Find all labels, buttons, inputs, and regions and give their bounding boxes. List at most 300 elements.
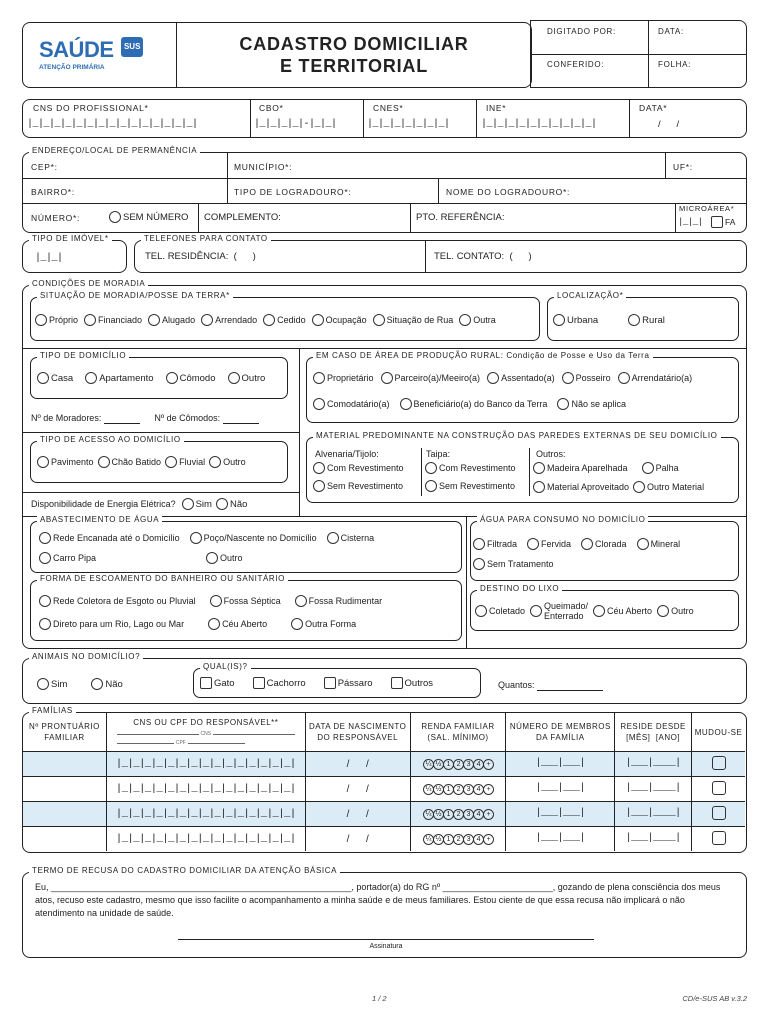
situacao-moradia-group (30, 291, 540, 341)
assinatura-label: Assinatura (369, 943, 403, 950)
radio-button[interactable] (190, 532, 202, 544)
moradia-localizacao-options-options (553, 314, 665, 326)
radio-button[interactable] (216, 498, 228, 510)
tipo-imovel-legend: TIPO DE IMÓVEL* (29, 234, 112, 244)
alvenaria-label: Alvenaria/Tijolo: (315, 449, 379, 459)
option-sim[interactable] (182, 498, 212, 510)
option-carro-pipa[interactable] (39, 552, 96, 564)
radio-button[interactable] (473, 538, 485, 550)
prontuario-cell[interactable] (23, 827, 106, 852)
option-cedido[interactable] (263, 314, 306, 326)
radio-button[interactable] (628, 314, 640, 326)
cep-field[interactable]: CEP*: (31, 162, 58, 172)
membros-cell[interactable]: |___|___| (506, 777, 615, 802)
radio-button[interactable] (37, 678, 49, 690)
renda-option[interactable]: 4 (473, 834, 484, 845)
checkbox[interactable] (200, 677, 212, 689)
mudou-se-checkbox[interactable] (712, 756, 726, 770)
cnes-input[interactable]: |_|_|_|_|_|_|_| (367, 119, 450, 130)
abastecimento-agua-legend: ABASTECIMENTO DE ÁGUA (37, 515, 162, 525)
option-label: Sem Tratamento (487, 559, 554, 569)
radio-button[interactable] (459, 314, 471, 326)
mudou-se-cell[interactable] (692, 752, 745, 777)
radio-button[interactable] (210, 595, 222, 607)
renda-option[interactable]: 3 (463, 759, 474, 770)
prontuario-cell[interactable] (23, 802, 106, 827)
cns-cpf-cell[interactable]: |_|_|_|_|_|_|_|_|_|_|_|_|_|_|_| (106, 752, 305, 777)
option-outro-material[interactable] (633, 481, 704, 493)
familias-legend: FAMÍLIAS (29, 706, 76, 716)
renda-option[interactable]: 1 (443, 809, 454, 820)
moradores-input[interactable] (104, 414, 140, 424)
quantos-label: Quantos: (498, 680, 535, 690)
option-label: Beneficiário(a) do Banco da Terra (413, 399, 548, 409)
reside-desde-cell[interactable]: |___|____| (615, 752, 692, 777)
option-label: Comodatário(a) (327, 399, 390, 409)
option-parceiro-a-meeiro-a[interactable] (381, 372, 481, 384)
moradia-material-outros-row1-options (533, 462, 679, 474)
taipa-label: Taipa: (426, 449, 451, 459)
option-fa[interactable] (711, 216, 735, 228)
option-fluvial[interactable] (165, 456, 205, 468)
header-membros: NÚMERO DE MEMBROS DA FAMÍLIA (506, 713, 615, 752)
membros-cell[interactable]: |___|___| (506, 827, 615, 852)
option-label: SEM NÚMERO (123, 211, 189, 223)
reside-desde-cell[interactable]: |___|____| (615, 802, 692, 827)
radio-button[interactable] (657, 605, 669, 617)
option-fervida[interactable] (527, 538, 571, 550)
data-nascimento-cell[interactable]: / / (305, 777, 410, 802)
material-paredes-legend: MATERIAL PREDOMINANTE NA CONSTRUÇÃO DAS PAREDES EXTERNAS DE SEU DOMICÍLIO (313, 431, 721, 441)
moradia-lixo-options-options (475, 601, 694, 621)
option-situacao-de-rua[interactable] (373, 314, 454, 326)
header-data-nascimento: DATA DE NASCIMENTO DO RESPONSÁVEL (305, 713, 410, 752)
radio-button[interactable] (487, 372, 499, 384)
data-profissional-input[interactable]: / / (658, 119, 680, 130)
radio-button[interactable] (562, 372, 574, 384)
animais-legend: ANIMAIS NO DOMICÍLIO? (29, 652, 143, 662)
data-nascimento-cell[interactable]: / / (305, 802, 410, 827)
termo-recusa-legend: TERMO DE RECUSA DO CADASTRO DOMICILIAR DA ATENÇÃO BÁSICA (29, 866, 340, 876)
uf-field[interactable]: UF*: (673, 162, 693, 172)
radio-button[interactable] (148, 314, 160, 326)
radio-button[interactable] (327, 532, 339, 544)
mudou-se-cell[interactable] (692, 802, 745, 827)
option-outro[interactable] (228, 372, 266, 384)
radio-button[interactable] (39, 552, 51, 564)
renda-option[interactable]: 4 (473, 759, 484, 770)
moradia-situacao-options-options (35, 314, 496, 326)
option-outro[interactable] (657, 605, 694, 617)
option-ceu-aberto[interactable] (593, 605, 652, 617)
radio-button[interactable] (37, 372, 49, 384)
option-fossa-septica[interactable] (210, 595, 281, 607)
option-pavimento[interactable] (37, 456, 94, 468)
referencia-field[interactable]: PTO. REFERÊNCIA: (416, 212, 505, 223)
radio-button[interactable] (37, 456, 49, 468)
option-material-aproveitado[interactable] (533, 481, 629, 493)
option-ceu-aberto[interactable] (208, 618, 267, 630)
renda-option[interactable]: + (483, 809, 494, 820)
checkbox[interactable] (391, 677, 403, 689)
radio-button[interactable] (313, 372, 325, 384)
comodos-input[interactable] (223, 414, 259, 424)
radio-button[interactable] (533, 462, 545, 474)
checkbox[interactable] (253, 677, 265, 689)
termo-recusa-section (22, 866, 747, 958)
renda-option[interactable]: ½ (433, 784, 444, 795)
data-nascimento-cell[interactable]: / / (305, 827, 410, 852)
table-row (23, 802, 745, 827)
option-label: Sem Revestimento (327, 481, 404, 491)
radio-button[interactable] (313, 480, 325, 492)
radio-button[interactable] (530, 605, 542, 617)
reside-desde-cell[interactable]: |___|____| (615, 777, 692, 802)
option-nao[interactable] (91, 678, 122, 690)
producao-rural-legend: EM CASO DE ÁREA DE PRODUÇÃO RURAL: Condição de Posse e Uso da Terra (313, 351, 653, 361)
moradia-rural-row1-options (313, 372, 692, 384)
folha-label: FOLHA: (658, 60, 692, 69)
cbo-input[interactable]: |_|_|_|_|-|_|_| (254, 119, 337, 130)
option-label: Outro (241, 372, 266, 384)
option-comodatario-a[interactable] (313, 398, 390, 410)
tel-contato-field[interactable]: TEL. CONTATO: ( ) (434, 251, 532, 262)
radio-button[interactable] (581, 538, 593, 550)
radio-button[interactable] (39, 595, 51, 607)
option-rural[interactable] (628, 314, 665, 326)
control-box (530, 20, 747, 88)
renda-option[interactable]: ½ (433, 759, 444, 770)
option-gato[interactable] (200, 677, 235, 689)
option-cachorro[interactable] (253, 677, 306, 689)
option-assentado-a[interactable] (487, 372, 555, 384)
material-paredes-group (306, 431, 739, 503)
cbo-label: CBO* (259, 103, 284, 113)
radio-button[interactable] (166, 372, 178, 384)
option-label: Rede Coletora de Esgoto ou Pluvial (53, 596, 196, 606)
renda-cell[interactable] (410, 777, 506, 802)
radio-button[interactable] (373, 314, 385, 326)
renda-option[interactable]: 3 (463, 834, 474, 845)
animais-options-options (37, 678, 123, 690)
renda-option[interactable]: 3 (463, 784, 474, 795)
logo (39, 37, 169, 72)
telefones-section (134, 234, 747, 273)
tipo-imovel-input[interactable]: |_|_| (35, 253, 63, 264)
option-com-revestimento[interactable] (313, 462, 404, 474)
cns-profissional-input[interactable]: |_|_|_|_|_|_|_|_|_|_|_|_|_|_|_| (27, 119, 198, 130)
option-sim[interactable] (37, 678, 67, 690)
option-ocupacao[interactable] (312, 314, 367, 326)
microarea-input[interactable]: |_|_| (678, 217, 703, 227)
option-financiado[interactable] (84, 314, 142, 326)
cnes-label: CNES* (373, 103, 404, 113)
option-label: Outro (220, 553, 243, 563)
radio-button[interactable] (91, 678, 103, 690)
radio-button[interactable] (291, 618, 303, 630)
renda-option[interactable]: ½ (433, 834, 444, 845)
option-label: Posseiro (575, 373, 611, 383)
radio-button[interactable] (85, 372, 97, 384)
option-posseiro[interactable] (562, 372, 611, 384)
option-arrendatario-a[interactable] (618, 372, 693, 384)
abastecimento-agua-group (30, 515, 462, 573)
renda-option[interactable]: 1 (443, 784, 454, 795)
mudou-se-cell[interactable] (692, 777, 745, 802)
microarea-label: MICROÁREA* (679, 204, 735, 213)
radio-button[interactable] (228, 372, 240, 384)
destino-lixo-group (470, 584, 739, 631)
option-label: Outra (473, 315, 496, 325)
option-label: Madeira Aparelhada (547, 463, 628, 473)
radio-button[interactable] (182, 498, 194, 510)
option-nao-se-aplica[interactable] (557, 398, 626, 410)
complemento-field[interactable]: COMPLEMENTO: (204, 212, 281, 223)
renda-option[interactable]: ¼ (423, 759, 434, 770)
cns-cpf-cell[interactable]: |_|_|_|_|_|_|_|_|_|_|_|_|_|_|_| (106, 827, 305, 852)
radio-button[interactable] (425, 480, 437, 492)
option-clorada[interactable] (581, 538, 627, 550)
option-sem-numero[interactable] (109, 211, 188, 223)
renda-option[interactable]: 1 (443, 759, 454, 770)
option-casa[interactable] (37, 372, 73, 384)
renda-option[interactable]: 2 (453, 784, 464, 795)
option-coletado[interactable] (475, 605, 525, 617)
membros-cell[interactable]: |___|___| (506, 752, 615, 777)
option-chao-batido[interactable] (98, 456, 162, 468)
option-passaro[interactable] (324, 677, 373, 689)
renda-option[interactable]: ½ (433, 809, 444, 820)
radio-button[interactable] (39, 618, 51, 630)
radio-button[interactable] (35, 314, 47, 326)
option-outro[interactable] (206, 552, 243, 564)
radio-button[interactable] (557, 398, 569, 410)
ine-input[interactable]: |_|_|_|_|_|_|_|_|_|_| (481, 119, 597, 130)
mudou-se-checkbox[interactable] (712, 806, 726, 820)
moradia-material-taipa-options-options (425, 462, 516, 492)
reside-desde-cell[interactable]: |___|____| (615, 827, 692, 852)
option-urbana[interactable] (553, 314, 598, 326)
radio-button[interactable] (642, 462, 654, 474)
radio-button[interactable] (527, 538, 539, 550)
radio-button[interactable] (98, 456, 110, 468)
radio-button[interactable] (313, 398, 325, 410)
data-nascimento-cell[interactable]: / / (305, 752, 410, 777)
option-rede-coletora-de-esgoto-ou-pluvial[interactable] (39, 595, 196, 607)
option-comodo[interactable] (166, 372, 216, 384)
radio-button[interactable] (633, 481, 645, 493)
option-apartamento[interactable] (85, 372, 153, 384)
option-label: Urbana (567, 314, 599, 326)
radio-button[interactable] (533, 481, 545, 493)
nome-logradouro-field[interactable]: NOME DO LOGRADOURO*: (446, 187, 571, 197)
option-rede-encanada-ate-o-domicilio[interactable] (39, 532, 180, 544)
prontuario-cell[interactable] (23, 752, 106, 777)
option-label: Parceiro(a)/Meeiro(a) (394, 373, 481, 383)
destino-lixo-legend: DESTINO DO LIXO (477, 584, 562, 594)
option-label: Não (229, 498, 248, 510)
radio-button[interactable] (475, 605, 487, 617)
municipio-field[interactable]: MUNICÍPIO*: (234, 162, 293, 172)
renda-option[interactable]: 1 (443, 834, 454, 845)
option-label: Com Revestimento (439, 463, 516, 473)
renda-option[interactable]: ¼ (423, 809, 434, 820)
data-profissional-label: DATA* (639, 103, 668, 113)
renda-option[interactable]: ¼ (423, 834, 434, 845)
option-palha[interactable] (642, 462, 679, 474)
radio-button[interactable] (312, 314, 324, 326)
option-poco-nascente-no-domicilio[interactable] (190, 532, 317, 544)
moradia-escoamento-row2-options (39, 618, 356, 630)
radio-button[interactable] (637, 538, 649, 550)
radio-button[interactable] (263, 314, 275, 326)
moradia-abastecimento-row1-options (39, 532, 374, 544)
option-queimado-enterrado[interactable] (530, 601, 588, 621)
option-filtrada[interactable] (473, 538, 517, 550)
option-label: Cisterna (340, 533, 375, 543)
bairro-field[interactable]: BAIRRO*: (31, 187, 75, 197)
renda-option[interactable]: + (483, 784, 494, 795)
radio-button[interactable] (473, 558, 485, 570)
radio-button[interactable] (381, 372, 393, 384)
option-sem-revestimento[interactable] (425, 480, 516, 492)
option-cisterna[interactable] (327, 532, 375, 544)
renda-option[interactable]: + (483, 834, 494, 845)
familias-section (22, 706, 747, 853)
renda-option[interactable]: 4 (473, 809, 484, 820)
moradores-label: Nº de Moradores: (31, 413, 102, 423)
form-version: CD/e-SUS AB v.3.2 (682, 994, 747, 1003)
moradia-agua-consumo-row1-options (473, 538, 680, 550)
option-madeira-aparelhada[interactable] (533, 462, 628, 474)
option-fossa-rudimentar[interactable] (295, 595, 383, 607)
renda-option[interactable]: ¼ (423, 784, 434, 795)
renda-cell[interactable] (410, 752, 506, 777)
renda-option[interactable]: 2 (453, 759, 464, 770)
option-sem-tratamento[interactable] (473, 558, 554, 570)
option-label: Sim (51, 678, 68, 690)
esus-cross-icon: SUS (121, 37, 143, 57)
quantos-input[interactable] (537, 681, 603, 691)
radio-button[interactable] (206, 552, 218, 564)
option-proprietario[interactable] (313, 372, 374, 384)
familias-table (23, 713, 745, 851)
header-box (22, 22, 532, 88)
escoamento-group (30, 574, 462, 641)
cns-cpf-cell[interactable]: |_|_|_|_|_|_|_|_|_|_|_|_|_|_|_| (106, 802, 305, 827)
tel-residencia-field[interactable]: TEL. RESIDÊNCIA: ( ) (145, 251, 256, 262)
renda-cell[interactable] (410, 827, 506, 852)
option-label: Filtrada (487, 539, 518, 549)
radio-button[interactable] (109, 211, 121, 223)
telefones-legend: TELEFONES PARA CONTATO (141, 234, 271, 244)
radio-button[interactable] (313, 462, 325, 474)
numero-field[interactable]: NÚMERO*: (31, 213, 81, 223)
termo-recusa-text[interactable]: Eu, ____________________________________________________________, portador(a) do RG nº ______________________, gozando de plena consciência dos meus atos, recuso este cadastro, mesmo que isso facilite o acompanhamento a minha saúde e de meus familiares. Estou ciente de que essa recusa não implicará o não atendimento na unidade de saúde. (35, 882, 721, 918)
renda-option[interactable]: 4 (473, 784, 484, 795)
radio-button[interactable] (208, 618, 220, 630)
renda-option[interactable]: 2 (453, 834, 464, 845)
option-outra-forma[interactable] (291, 618, 356, 630)
agua-consumo-legend: ÁGUA PARA CONSUMO NO DOMICÍLIO (477, 515, 648, 525)
table-row (23, 827, 745, 852)
conferido-label: CONFERIDO: (547, 60, 605, 69)
option-label: Alugado (162, 315, 196, 325)
ine-label: INE* (486, 103, 507, 113)
header-mudou-se: MUDOU-SE (692, 713, 745, 752)
renda-option[interactable]: 3 (463, 809, 474, 820)
option-nao[interactable] (216, 498, 247, 510)
radio-button[interactable] (165, 456, 177, 468)
radio-button[interactable] (84, 314, 96, 326)
radio-button[interactable] (209, 456, 221, 468)
radio-button[interactable] (553, 314, 565, 326)
option-label: Com Revestimento (327, 463, 404, 473)
option-label: Céu Aberto (607, 606, 653, 616)
table-row (23, 777, 745, 802)
tipo-logradouro-field[interactable]: TIPO DE LOGRADOURO*: (234, 187, 352, 197)
option-label: Fluvial (179, 457, 206, 467)
option-label: Outro (671, 606, 694, 616)
option-beneficiario-a-do-banco-da-terra[interactable] (400, 398, 548, 410)
logo-subtitle: ATENÇÃO PRIMÁRIA (39, 64, 105, 71)
option-outro[interactable] (209, 456, 246, 468)
mudou-se-cell[interactable] (692, 827, 745, 852)
option-label: Poço/Nascente no Domicílio (203, 533, 317, 543)
option-com-revestimento[interactable] (425, 462, 516, 474)
membros-cell[interactable]: |___|___| (506, 802, 615, 827)
option-outra[interactable] (459, 314, 496, 326)
header-renda: RENDA FAMILIAR (SAL. MÍNIMO) (410, 713, 506, 752)
moradia-rural-row2-options (313, 398, 626, 410)
renda-cell[interactable] (410, 802, 506, 827)
mudou-se-checkbox[interactable] (712, 831, 726, 845)
radio-button[interactable] (400, 398, 412, 410)
checkbox[interactable] (711, 216, 723, 228)
title-line-2: E TERRITORIAL (279, 56, 429, 76)
option-direto-para-um-rio-lago-ou-mar[interactable] (39, 618, 184, 630)
option-alugado[interactable] (148, 314, 195, 326)
renda-option[interactable]: 2 (453, 809, 464, 820)
option-mineral[interactable] (637, 538, 681, 550)
endereco-sem-numero-options (109, 211, 188, 223)
agua-consumo-group (470, 515, 739, 581)
radio-button[interactable] (39, 532, 51, 544)
option-arrendado[interactable] (201, 314, 257, 326)
prontuario-cell[interactable] (23, 777, 106, 802)
checkbox[interactable] (324, 677, 336, 689)
option-label: Cedido (277, 315, 306, 325)
escoamento-legend: FORMA DE ESCOAMENTO DO BANHEIRO OU SANITÁRIO (37, 574, 288, 584)
mudou-se-checkbox[interactable] (712, 781, 726, 795)
radio-button[interactable] (201, 314, 213, 326)
option-label: Assentado(a) (501, 373, 555, 383)
option-label: FA (725, 216, 736, 227)
option-proprio[interactable] (35, 314, 78, 326)
radio-button[interactable] (295, 595, 307, 607)
renda-option[interactable]: + (483, 759, 494, 770)
cns-cpf-cell[interactable]: |_|_|_|_|_|_|_|_|_|_|_|_|_|_|_| (106, 777, 305, 802)
tipo-imovel-section (22, 234, 127, 273)
radio-button[interactable] (425, 462, 437, 474)
option-label: Casa (51, 372, 74, 384)
option-sem-revestimento[interactable] (313, 480, 404, 492)
option-label: Queimado/ Enterrado (544, 601, 589, 621)
option-outros[interactable] (391, 677, 434, 689)
radio-button[interactable] (618, 372, 630, 384)
radio-button[interactable] (593, 605, 605, 617)
option-label: Céu Aberto (222, 619, 268, 629)
